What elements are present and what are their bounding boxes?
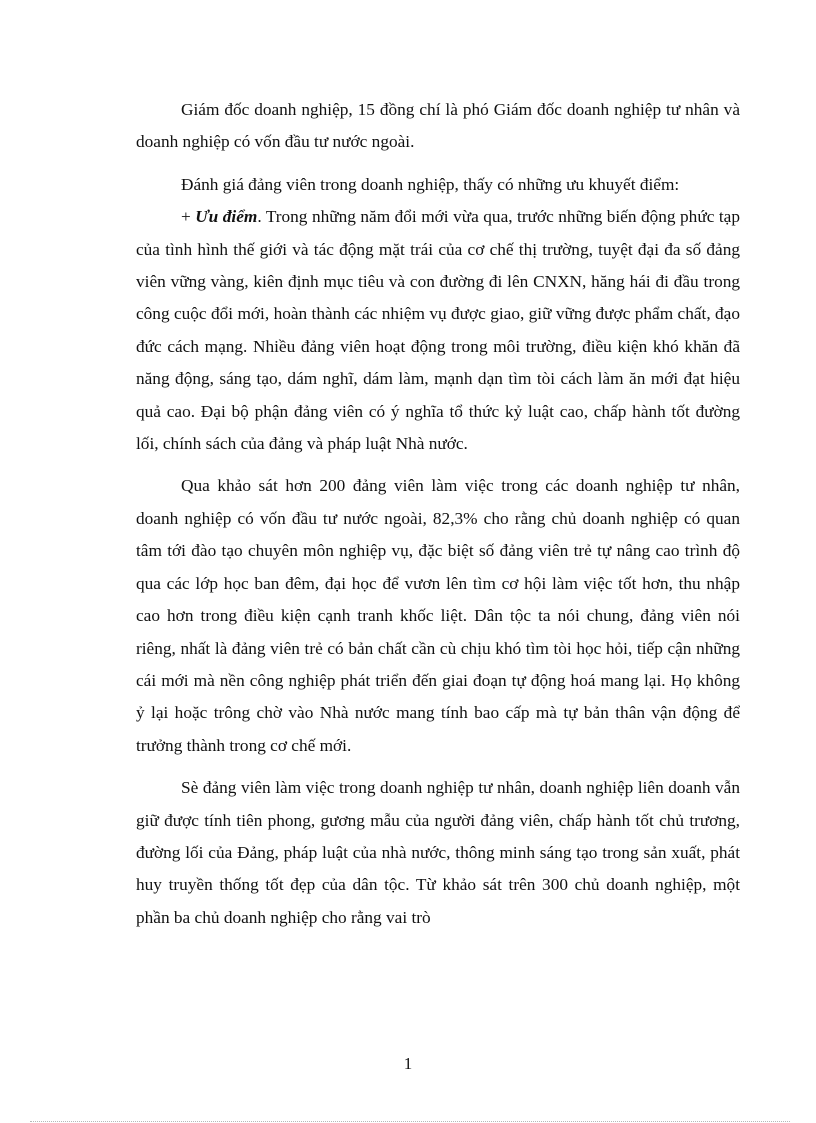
paragraph-3-text: . Trong những năm đổi mới vừa qua, trước những biến động phức tạp của tình hình thế giới và tác động mặt trái của cơ chế thị trường, tuyệt đại đa số đảng viên vững vàng, kiên định mục tiêu và con đường đi lên CNXN, hăng hái đi đầu trong công cuộc đổi mới, hoàn thành các nhiệm vụ được giao, giữ vững được phẩm chất, đạo đức cách mạng. Nhiều đảng viên hoạt động trong môi trường, điều kiện khó khăn đã năng động, sáng tạo, dám nghĩ, dám làm, mạnh dạn tìm tòi cách làm ăn mới đạt hiệu quả cao. Đại bộ phận đảng viên có ý nghĩa tổ thức kỷ luật cao, chấp hành tốt đường lối, chính sách của đảng và pháp luật Nhà nước. bbox=[136, 207, 740, 454]
list-marker: + bbox=[181, 207, 196, 227]
paragraph-1: Giám đốc doanh nghiệp, 15 đồng chí là phó Giám đốc doanh nghiệp tư nhân và doanh nghiệp có vốn đầu tư nước ngoài. bbox=[136, 100, 740, 152]
page-bottom-divider bbox=[30, 1121, 790, 1122]
page-number: 1 bbox=[403, 1054, 413, 1073]
document-body bbox=[136, 94, 740, 934]
paragraph-4: Qua khảo sát hơn 200 đảng viên làm việc trong các doanh nghiệp tư nhân, doanh nghiệp có vốn đầu tư nước ngoài, 82,3% cho rằng chủ doanh nghiệp có quan tâm tới đào tạo chuyên môn nghiệp vụ, đặc biệt số đảng viên trẻ tự nâng cao trình độ qua các lớp học ban đêm, đại học để vươn lên tìm cơ hội làm việc tốt hơn, thu nhập cao hơn trong điều kiện cạnh tranh khốc liệt. Dân tộc ta nói chung, đảng viên nói riêng, nhất là đảng viên trẻ có bản chất cần cù chịu khó tìm tòi học hỏi, tiếp cận những cái mới mà nền công nghiệp phát triển đến giai đoạn tự động hoá mang lại. Họ không ỷ lại hoặc trông chờ vào Nhà nước mang tính bao cấp mà tự bản thân vận động để trưởng thành trong cơ chế mới. bbox=[136, 476, 740, 755]
paragraph-3 bbox=[136, 201, 740, 460]
paragraph-5: Sè đảng viên làm việc trong doanh nghiệp tư nhân, doanh nghiệp liên doanh vẫn giữ được tính tiên phong, gương mẫu của người đảng viên, chấp hành tốt chủ trương, đường lối của Đảng, pháp luật của nhà nước, thông minh sáng tạo trong sản xuất, phát huy truyền thống tốt đẹp của dân tộc. Từ khảo sát trên 300 chủ doanh nghiệp, một phần ba chủ doanh nghiệp cho rằng vai trò bbox=[136, 778, 740, 927]
paragraph-2: Đánh giá đảng viên trong doanh nghiệp, thấy có những ưu khuyết điểm: bbox=[181, 174, 680, 194]
advantage-label: Ưu điểm bbox=[195, 207, 258, 227]
